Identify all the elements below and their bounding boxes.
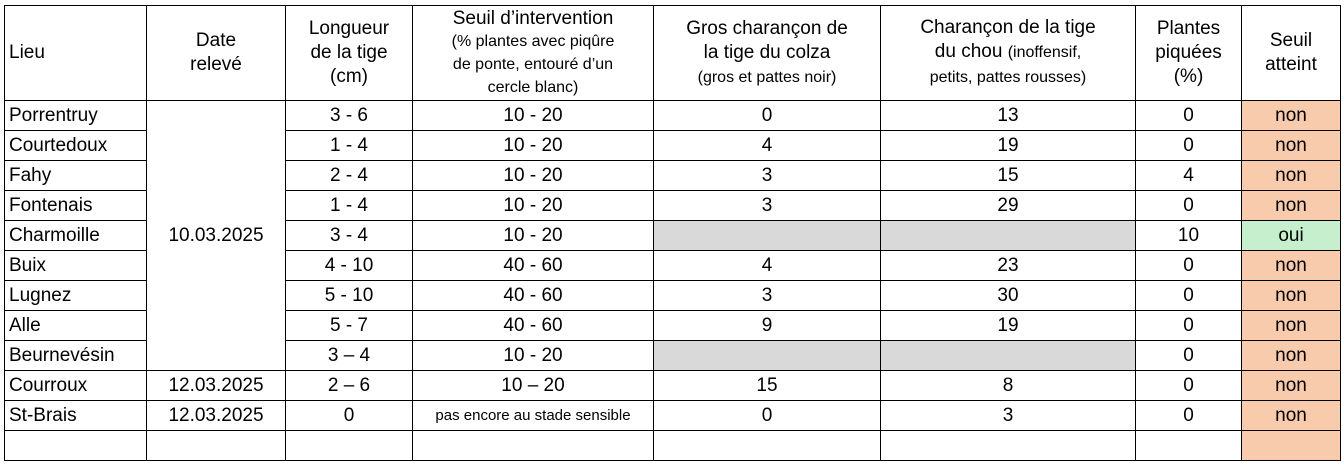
cell-lieu: Beurnevésin <box>5 341 147 371</box>
cell-empty <box>881 431 1136 461</box>
cell-atteint: non <box>1242 371 1341 401</box>
cell-gros: 9 <box>654 311 881 341</box>
cell-chou: 19 <box>881 311 1136 341</box>
cell-date: 12.03.2025 <box>147 401 286 431</box>
cell-empty <box>1242 431 1341 461</box>
cell-seuil: 10 - 20 <box>413 341 654 371</box>
cell-atteint: non <box>1242 341 1341 371</box>
cell-longueur: 2 – 6 <box>286 371 413 401</box>
cell-plantes: 0 <box>1136 281 1242 311</box>
cell-plantes: 0 <box>1136 251 1242 281</box>
cell-empty <box>5 431 147 461</box>
cell-atteint: non <box>1242 191 1341 221</box>
cell-longueur: 3 - 6 <box>286 101 413 131</box>
cell-chou: 3 <box>881 401 1136 431</box>
cell-longueur: 1 - 4 <box>286 191 413 221</box>
cell-plantes: 0 <box>1136 341 1242 371</box>
cell-seuil: 40 - 60 <box>413 251 654 281</box>
header-date: Date relevé <box>147 6 286 101</box>
cell-longueur: 4 - 10 <box>286 251 413 281</box>
cell-plantes: 4 <box>1136 161 1242 191</box>
cell-lieu: Courtedoux <box>5 131 147 161</box>
cell-gros <box>654 341 881 371</box>
header-plantes-piquees: Plantes piquées (%) <box>1136 6 1242 101</box>
cell-gros: 3 <box>654 191 881 221</box>
table-row <box>5 401 1341 431</box>
cell-chou: 23 <box>881 251 1136 281</box>
cell-longueur: 5 - 7 <box>286 311 413 341</box>
cell-longueur: 3 – 4 <box>286 341 413 371</box>
cell-chou <box>881 221 1136 251</box>
cell-longueur: 2 - 4 <box>286 161 413 191</box>
cell-gros <box>654 221 881 251</box>
cell-lieu: St-Brais <box>5 401 147 431</box>
header-row <box>5 6 1341 101</box>
cell-seuil: 10 - 20 <box>413 221 654 251</box>
cell-seuil: pas encore au stade sensible <box>413 401 654 431</box>
cell-gros: 0 <box>654 101 881 131</box>
cell-seuil: 10 – 20 <box>413 371 654 401</box>
cell-atteint: non <box>1242 101 1341 131</box>
cell-lieu: Fahy <box>5 161 147 191</box>
cell-date-group: 10.03.2025 <box>147 101 286 371</box>
cell-plantes: 10 <box>1136 221 1242 251</box>
cell-atteint: non <box>1242 401 1341 431</box>
cell-empty <box>147 431 286 461</box>
cell-longueur: 3 - 4 <box>286 221 413 251</box>
cell-gros: 3 <box>654 161 881 191</box>
cell-plantes: 0 <box>1136 401 1242 431</box>
cell-gros: 3 <box>654 281 881 311</box>
cell-lieu: Lugnez <box>5 281 147 311</box>
cell-empty <box>413 431 654 461</box>
cell-gros: 0 <box>654 401 881 431</box>
cell-plantes: 0 <box>1136 101 1242 131</box>
cell-chou: 19 <box>881 131 1136 161</box>
cell-gros: 4 <box>654 251 881 281</box>
cell-plantes: 0 <box>1136 191 1242 221</box>
cell-atteint: non <box>1242 251 1341 281</box>
cell-chou: 8 <box>881 371 1136 401</box>
header-charancon-chou: Charançon de la tige du chou (inoffensif, petits, pattes rousses) <box>881 6 1136 101</box>
table-row-empty <box>5 431 1341 461</box>
cell-lieu: Fontenais <box>5 191 147 221</box>
cell-empty <box>286 431 413 461</box>
cell-plantes: 0 <box>1136 131 1242 161</box>
cell-atteint: oui <box>1242 221 1341 251</box>
cell-atteint: non <box>1242 161 1341 191</box>
header-gros-charancon: Gros charançon de la tige du colza (gros et pattes noir) <box>654 6 881 101</box>
table-row <box>5 371 1341 401</box>
header-longueur: Longueur de la tige (cm) <box>286 6 413 101</box>
cell-empty <box>1136 431 1242 461</box>
cell-seuil: 40 - 60 <box>413 281 654 311</box>
cell-plantes: 0 <box>1136 311 1242 341</box>
cell-chou: 15 <box>881 161 1136 191</box>
cell-longueur: 1 - 4 <box>286 131 413 161</box>
cell-atteint: non <box>1242 311 1341 341</box>
cell-seuil: 40 - 60 <box>413 311 654 341</box>
header-lieu: Lieu <box>5 6 147 101</box>
cell-seuil: 10 - 20 <box>413 161 654 191</box>
cell-chou <box>881 341 1136 371</box>
cell-lieu: Alle <box>5 311 147 341</box>
cell-seuil: 10 - 20 <box>413 101 654 131</box>
cell-date: 12.03.2025 <box>147 371 286 401</box>
cell-lieu: Charmoille <box>5 221 147 251</box>
cell-plantes: 0 <box>1136 371 1242 401</box>
cell-lieu: Buix <box>5 251 147 281</box>
cell-longueur: 5 - 10 <box>286 281 413 311</box>
header-seuil-atteint: Seuil atteint <box>1242 6 1341 101</box>
cell-empty <box>654 431 881 461</box>
monitoring-table <box>4 5 1341 461</box>
cell-atteint: non <box>1242 131 1341 161</box>
cell-seuil: 10 - 20 <box>413 191 654 221</box>
cell-gros: 15 <box>654 371 881 401</box>
cell-chou: 29 <box>881 191 1136 221</box>
cell-lieu: Porrentruy <box>5 101 147 131</box>
cell-chou: 13 <box>881 101 1136 131</box>
cell-gros: 4 <box>654 131 881 161</box>
cell-atteint: non <box>1242 281 1341 311</box>
cell-chou: 30 <box>881 281 1136 311</box>
header-seuil-intervention: Seuil d’intervention (% plantes avec piqûre de ponte, entouré d’un cercle blanc) <box>413 6 654 101</box>
cell-longueur: 0 <box>286 401 413 431</box>
cell-lieu: Courroux <box>5 371 147 401</box>
table-row <box>5 101 1341 131</box>
cell-seuil: 10 - 20 <box>413 131 654 161</box>
